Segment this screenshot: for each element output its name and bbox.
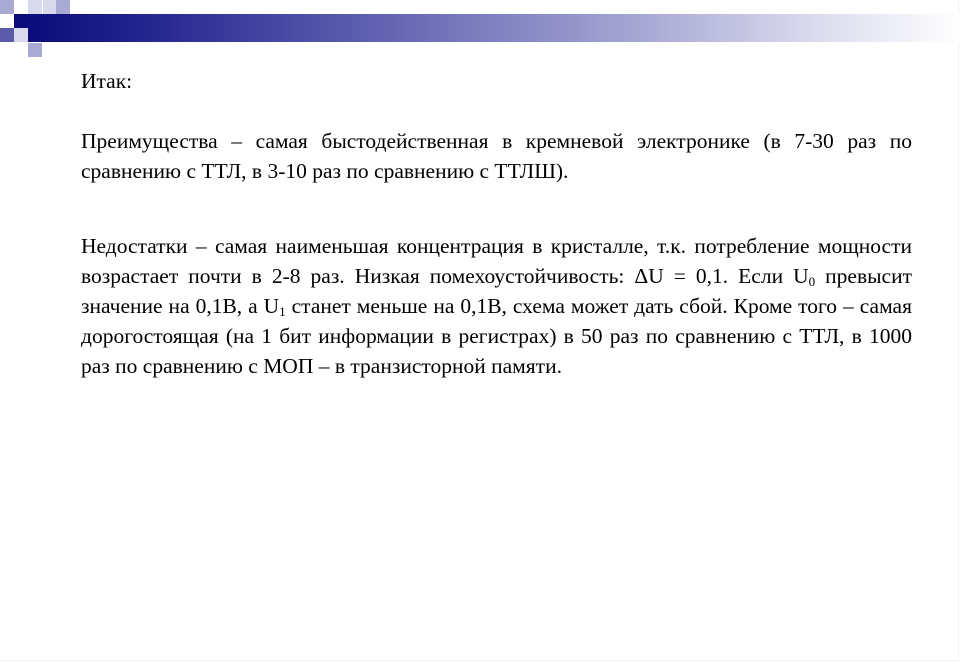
disadvantages-text-2: превысит значение на 0,1В, а U — [81, 264, 912, 318]
disadvantages-text-1: Недостатки – самая наименьшая концентрация в кристалле, т.к. потребление мощности возрастает почти в 2-8 раз. Низкая помехоустойчивость: ΔU = 0,1. Если U — [81, 234, 912, 288]
corner-square-3 — [43, 0, 57, 14]
subscript-one: 1 — [279, 304, 286, 319]
corner-square-9 — [28, 43, 42, 57]
corner-square-7 — [14, 28, 28, 42]
subscript-zero: 0 — [808, 274, 816, 289]
intro-text: Итак: — [81, 69, 133, 93]
corner-square-2 — [28, 0, 42, 14]
corner-square-1 — [0, 0, 14, 14]
advantages-paragraph: Преимущества – самая быстодейственная в кремневой электронике (в 7-30 раз по сравнению с ТТЛ, в 3-10 раз по сравнению с ТТЛШ). — [81, 129, 912, 183]
header-gradient-bar — [28, 14, 960, 42]
disadvantages-paragraph — [81, 231, 912, 381]
slide-body — [81, 66, 912, 381]
disadvantages-text-3: станет меньше на 0,1В, схема может дать сбой. Кроме того – самая дорогостоящая (на 1 бит информации в регистрах) в 50 раз по сравнению с ТТЛ, в 1000 раз по сравнению с МОП – в транзисторной памяти. — [81, 294, 912, 378]
corner-square-5 — [14, 14, 28, 28]
corner-square-6 — [0, 28, 14, 42]
corner-square-4 — [56, 0, 70, 14]
